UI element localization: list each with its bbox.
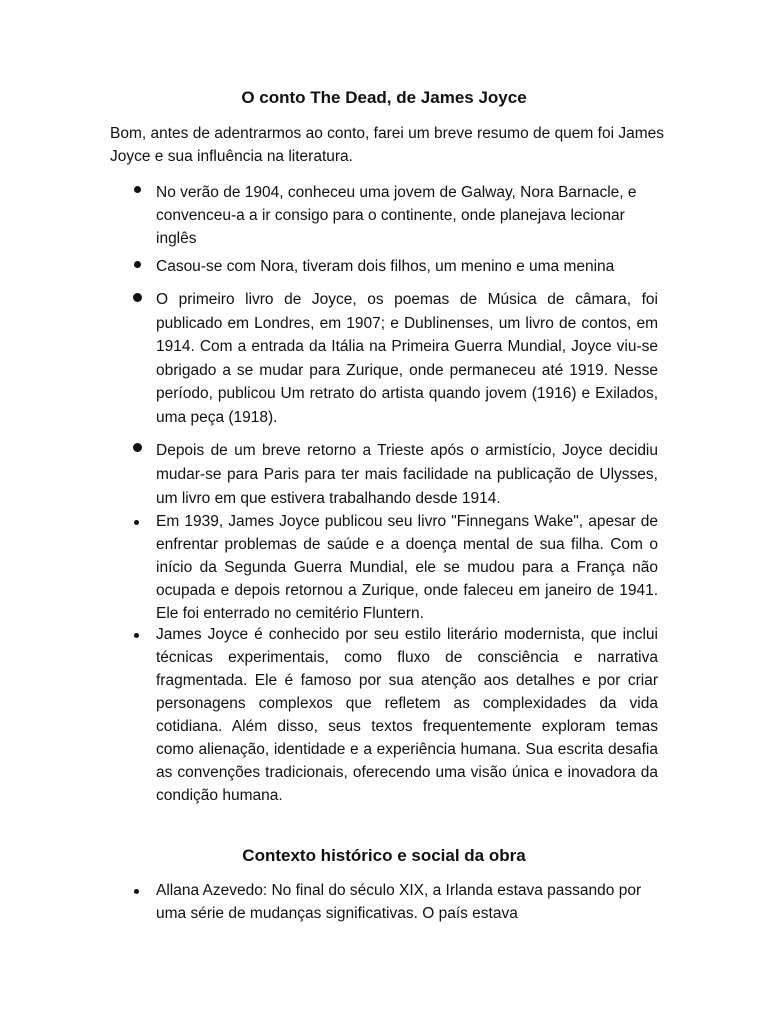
bullet-icon: [134, 889, 139, 894]
list-item: O primeiro livro de Joyce, os poemas de Música de câmara, foi publicado em Londres, em 1907; e Dublinenses, um livro de contos, em 1914. Com a entrada da Itália na Primeira Guerra Mundial, Joyce viu-se obrigado a se mudar para Zurique, onde permaneceu até 1919. Nesse período, publicou Um retrato do artista quando jovem (1916) e Exilados, uma peça (1918).: [156, 291, 658, 426]
list-item: James Joyce é conhecido por seu estilo literário modernista, que inclui técnicas experimentais, como fluxo de consciência e narrativa fragmentada. Ele é famoso por sua atenção aos detalhes e por criar personagens complexos que refletem as complexidades da vida cotidiana. Além disso, seus textos frequentemente exploram temas como alienação, identidade e a experiência humana. Sua escrita desafia as convenções tradicionais, oferecendo uma visão única e inovadora da condição humana.: [156, 626, 658, 804]
list-item: No verão de 1904, conheceu uma jovem de Galway, Nora Barnacle, e convenceu-a a ir consigo para o continente, onde planejava lecionar inglês: [156, 184, 637, 247]
bullet-icon: [133, 443, 142, 452]
list-item: Casou-se com Nora, tiveram dois filhos, um menino e uma menina: [156, 258, 615, 275]
list-item: Allana Azevedo: No final do século XIX, a Irlanda estava passando por uma série de mudanças significativas. O país estava: [156, 882, 642, 922]
section-title: Contexto histórico e social da obra: [242, 846, 526, 865]
bullet-icon: [134, 520, 139, 525]
page-title: O conto The Dead, de James Joyce: [241, 88, 527, 107]
bullet-icon: [133, 293, 142, 302]
list-item: Em 1939, James Joyce publicou seu livro "Finnegans Wake", apesar de enfrentar problemas de saúde e a doença mental de sua filha. Com o início da Segunda Guerra Mundial, ele se mudou para a França não ocupada e depois retornou a Zurique, onde faleceu em janeiro de 1941. Ele foi enterrado no cemitério Fluntern.: [156, 513, 658, 622]
list-item: Depois de um breve retorno a Trieste após o armistício, Joyce decidiu mudar-se para Paris para ter mais facilidade na publicação de Ulysses, um livro em que estivera trabalhando desde 1914.: [156, 442, 658, 507]
intro-paragraph: Bom, antes de adentrarmos ao conto, farei um breve resumo de quem foi James Joyce e sua influência na literatura.: [110, 125, 664, 165]
bullet-icon: [134, 261, 141, 268]
bullet-icon: [134, 186, 141, 193]
bullet-icon: [134, 633, 139, 638]
